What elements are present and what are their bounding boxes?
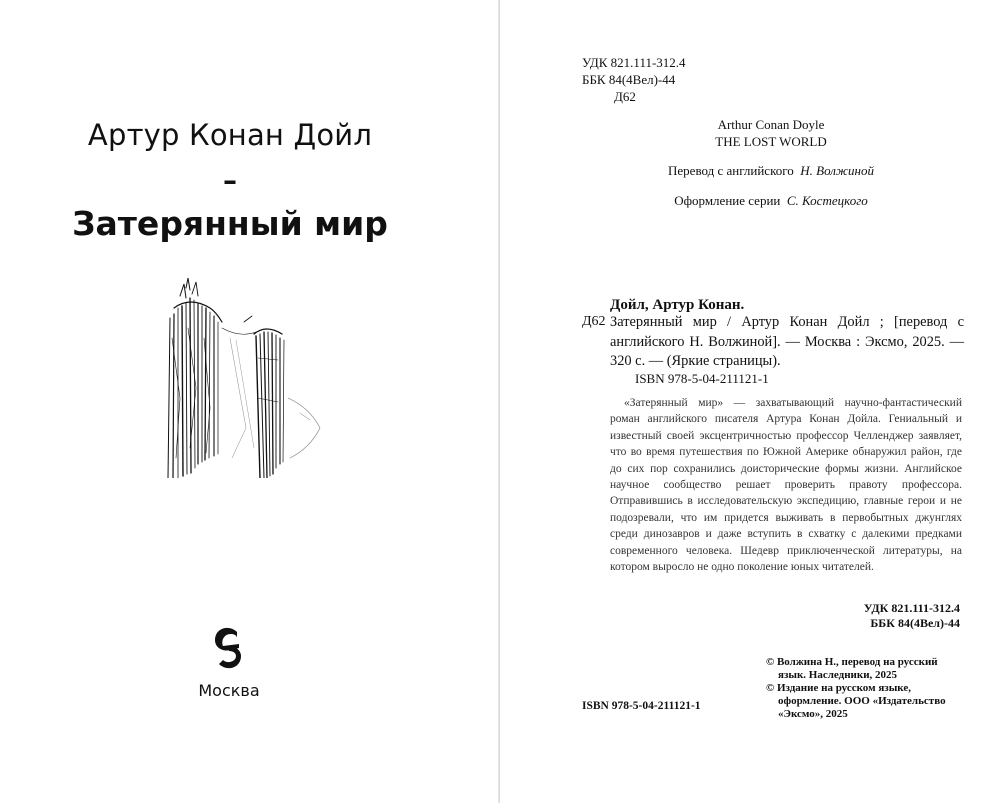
original-title: THE LOST WORLD — [715, 134, 827, 149]
copyright-translation: © Волжина Н., перевод на русский язык. Наследники, 2025 — [766, 656, 938, 681]
udk-top-line: УДК 821.111-312.4 — [582, 55, 686, 70]
design-credit — [500, 192, 1002, 209]
bibliographic-code: Д62 — [582, 314, 606, 329]
design-label: Оформление серии — [674, 193, 781, 208]
bbk-top-line: ББК 84(4Вел)-44 — [582, 72, 676, 87]
publisher-city: Москва — [198, 681, 260, 700]
author-mark-top: Д62 — [614, 89, 636, 104]
bibliographic-description: Затерянный мир / Артур Конан Дойл ; [перевод с английского Н. Волжиной]. — Москва : Эксмо, 2025. — 320 с. — (Яркие страницы). — [610, 314, 964, 369]
book-title: Затерянный мир — [72, 204, 388, 243]
copyright-block — [766, 656, 966, 721]
translation-credit — [500, 162, 1002, 179]
left-page — [0, 0, 498, 803]
original-author: Arthur Conan Doyle — [717, 117, 825, 132]
right-page — [500, 0, 1002, 803]
copyright-edition: © Издание на русском языке, оформление. ООО «Издательство «Эксмо», 2025 — [766, 682, 946, 720]
isbn-middle: ISBN 978-5-04-211121-1 — [635, 371, 769, 386]
book-annotation: «Затерянный мир» — захватывающий научно-фантастический роман английского писателя Артура Конан Дойла. Гениальный и известный своей эксцентричностью профессор Челленджер заявляет, что во время путешествия по Южной Америке обнаружил район, где до сих пор сохранились доисторические формы жизни. Английское научное сообщество решает проверить правоту профессора. Отправившись в исследовательскую экспедицию, главные герои и не подозревали, что им придется выживать в первобытных джунглях среди динозавров и даже вступить в схватку с далекими предками современного человека. Шедевр приключенческой литературы, на котором выросло не одно поколение юных читателей. — [610, 397, 962, 574]
bibliographic-author: Дойл, Артур Конан. — [610, 297, 745, 313]
translator-name: Н. Волжиной — [800, 163, 874, 178]
cliff-plateau-illustration — [160, 278, 332, 478]
eksmo-logo — [211, 624, 245, 672]
udk-top-block — [582, 54, 686, 105]
original-credits — [500, 116, 1002, 150]
title-dash: – — [223, 164, 237, 197]
isbn-bottom: ISBN 978-5-04-211121-1 — [582, 700, 701, 712]
bbk-bottom-line: ББК 84(4Вел)-44 — [870, 616, 960, 630]
book-author: Артур Конан Дойл — [87, 118, 373, 152]
translation-label: Перевод с английского — [668, 163, 794, 178]
udk-bottom-line: УДК 821.111-312.4 — [863, 601, 960, 615]
designer-name: С. Костецкого — [786, 193, 868, 208]
udk-bottom-block — [864, 601, 960, 631]
